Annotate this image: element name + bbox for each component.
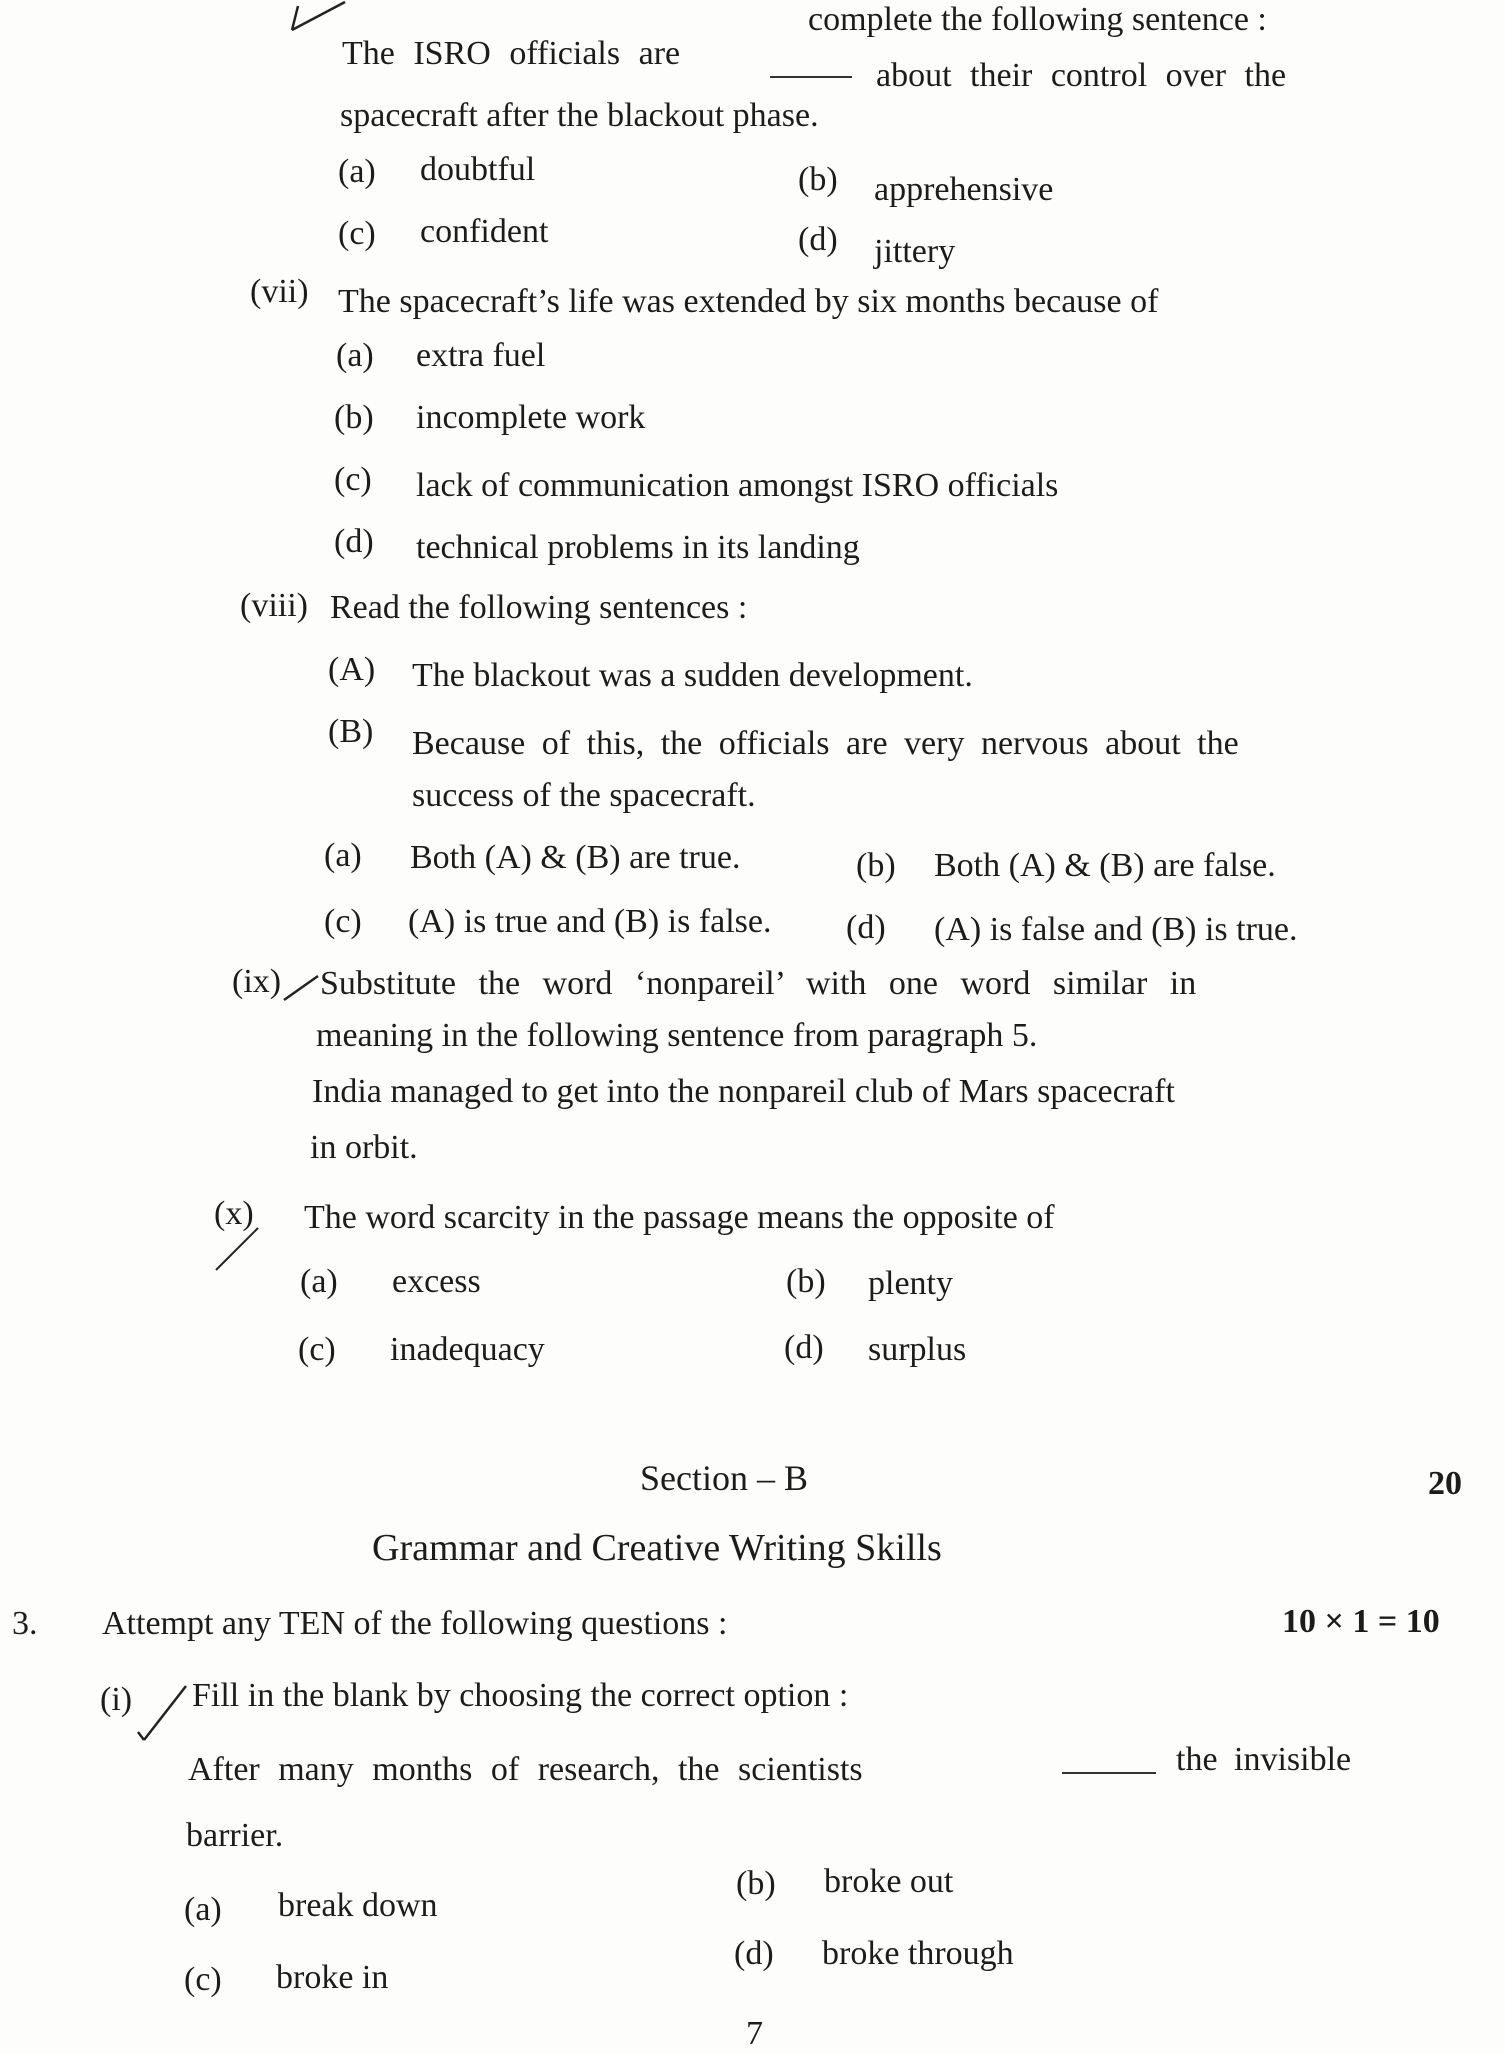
sentence-left: After many months of research, the scientists bbox=[188, 1751, 863, 1788]
option-label: (b) bbox=[798, 161, 838, 198]
option-label: (b) bbox=[856, 847, 896, 884]
option-label: (d) bbox=[798, 221, 838, 258]
option-label: (c) bbox=[298, 1331, 336, 1368]
question-number: (vii) bbox=[250, 273, 309, 310]
option-text: inadequacy bbox=[390, 1331, 545, 1368]
section-title: Section – B bbox=[640, 1458, 808, 1498]
answer-blank bbox=[770, 76, 852, 78]
question-number: 3. bbox=[12, 1605, 38, 1642]
option-label: (b) bbox=[786, 1263, 826, 1300]
option-label: (c) bbox=[334, 461, 372, 498]
option-text: apprehensive bbox=[874, 171, 1054, 208]
statement-text: The blackout was a sudden development. bbox=[412, 657, 973, 694]
option-text: incomplete work bbox=[416, 399, 646, 436]
question-9-line-3: India managed to get into the nonpareil club of Mars spacecraft bbox=[312, 1073, 1175, 1110]
option-text: Both (A) & (B) are false. bbox=[934, 847, 1276, 884]
sentence-right: the invisible bbox=[1176, 1741, 1352, 1778]
option-text: confident bbox=[420, 213, 549, 250]
option-label: (a) bbox=[300, 1263, 338, 1300]
question-9-line-1: Substitute the word ‘nonpareil’ with one word similar in bbox=[320, 965, 1197, 1002]
option-text: Both (A) & (B) are true. bbox=[410, 839, 741, 876]
option-text: plenty bbox=[868, 1265, 953, 1302]
statement-label: (B) bbox=[328, 713, 374, 750]
option-label: (a) bbox=[336, 337, 374, 374]
option-text: excess bbox=[392, 1263, 481, 1300]
option-label: (c) bbox=[324, 903, 362, 940]
statement-label: (A) bbox=[328, 651, 376, 688]
question-6-stem: complete the following sentence : bbox=[808, 1, 1267, 38]
option-text: (A) is true and (B) is false. bbox=[408, 903, 772, 940]
page-number: 7 bbox=[746, 2015, 763, 2052]
option-label: (d) bbox=[734, 1935, 774, 1972]
option-label: (d) bbox=[784, 1329, 824, 1366]
option-label: (a) bbox=[338, 153, 376, 190]
option-text: broke in bbox=[276, 1959, 389, 1996]
option-text: (A) is false and (B) is true. bbox=[934, 911, 1298, 948]
tick-mark-icon bbox=[134, 1684, 194, 1744]
option-label: (c) bbox=[338, 215, 376, 252]
tick-mark-icon bbox=[214, 1224, 264, 1274]
option-text: break down bbox=[278, 1887, 438, 1924]
question-10-stem: The word scarcity in the passage means the opposite of bbox=[304, 1199, 1055, 1236]
option-text: broke through bbox=[822, 1935, 1014, 1972]
question-6-line-2-right: about their control over the bbox=[876, 57, 1287, 94]
question-7-stem: The spacecraft’s life was extended by six months because of bbox=[338, 283, 1159, 320]
question-number: (ix) bbox=[232, 963, 282, 1000]
option-label: (a) bbox=[324, 837, 362, 874]
question-9-line-2: meaning in the following sentence from paragraph 5. bbox=[316, 1017, 1038, 1054]
sub-question-number: (i) bbox=[100, 1681, 133, 1718]
question-3-instruction: Attempt any TEN of the following questions : bbox=[102, 1605, 728, 1642]
question-number: (x) bbox=[214, 1195, 254, 1232]
option-label: (b) bbox=[334, 399, 374, 436]
question-6-line-3: spacecraft after the blackout phase. bbox=[340, 97, 819, 134]
option-text: surplus bbox=[868, 1331, 967, 1368]
sub-question-stem: Fill in the blank by choosing the correct option : bbox=[192, 1677, 849, 1714]
option-text: lack of communication amongst ISRO officials bbox=[416, 467, 1059, 504]
option-text: extra fuel bbox=[416, 337, 546, 374]
statement-text-continued: success of the spacecraft. bbox=[412, 777, 756, 814]
section-subtitle: Grammar and Creative Writing Skills bbox=[372, 1527, 942, 1569]
section-marks: 20 bbox=[1428, 1465, 1462, 1502]
question-8-stem: Read the following sentences : bbox=[330, 589, 748, 626]
statement-text: Because of this, the officials are very nervous about the bbox=[412, 725, 1239, 762]
option-text: jittery bbox=[874, 233, 956, 270]
question-9-line-4: in orbit. bbox=[310, 1129, 418, 1166]
question-3-marks: 10 × 1 = 10 bbox=[1282, 1603, 1440, 1640]
tick-mark-icon bbox=[282, 972, 322, 1002]
option-text: doubtful bbox=[420, 151, 536, 188]
tick-mark-icon bbox=[290, 0, 350, 40]
option-label: (a) bbox=[184, 1891, 222, 1928]
option-label: (b) bbox=[736, 1865, 776, 1902]
sentence-line-2: barrier. bbox=[186, 1817, 284, 1854]
option-label: (d) bbox=[846, 909, 886, 946]
question-6-line-2-left: The ISRO officials are bbox=[342, 35, 681, 72]
answer-blank bbox=[1062, 1772, 1156, 1774]
option-label: (d) bbox=[334, 523, 374, 560]
option-text: broke out bbox=[824, 1863, 954, 1900]
question-number: (viii) bbox=[240, 587, 308, 624]
option-label: (c) bbox=[184, 1961, 222, 1998]
option-text: technical problems in its landing bbox=[416, 529, 860, 566]
